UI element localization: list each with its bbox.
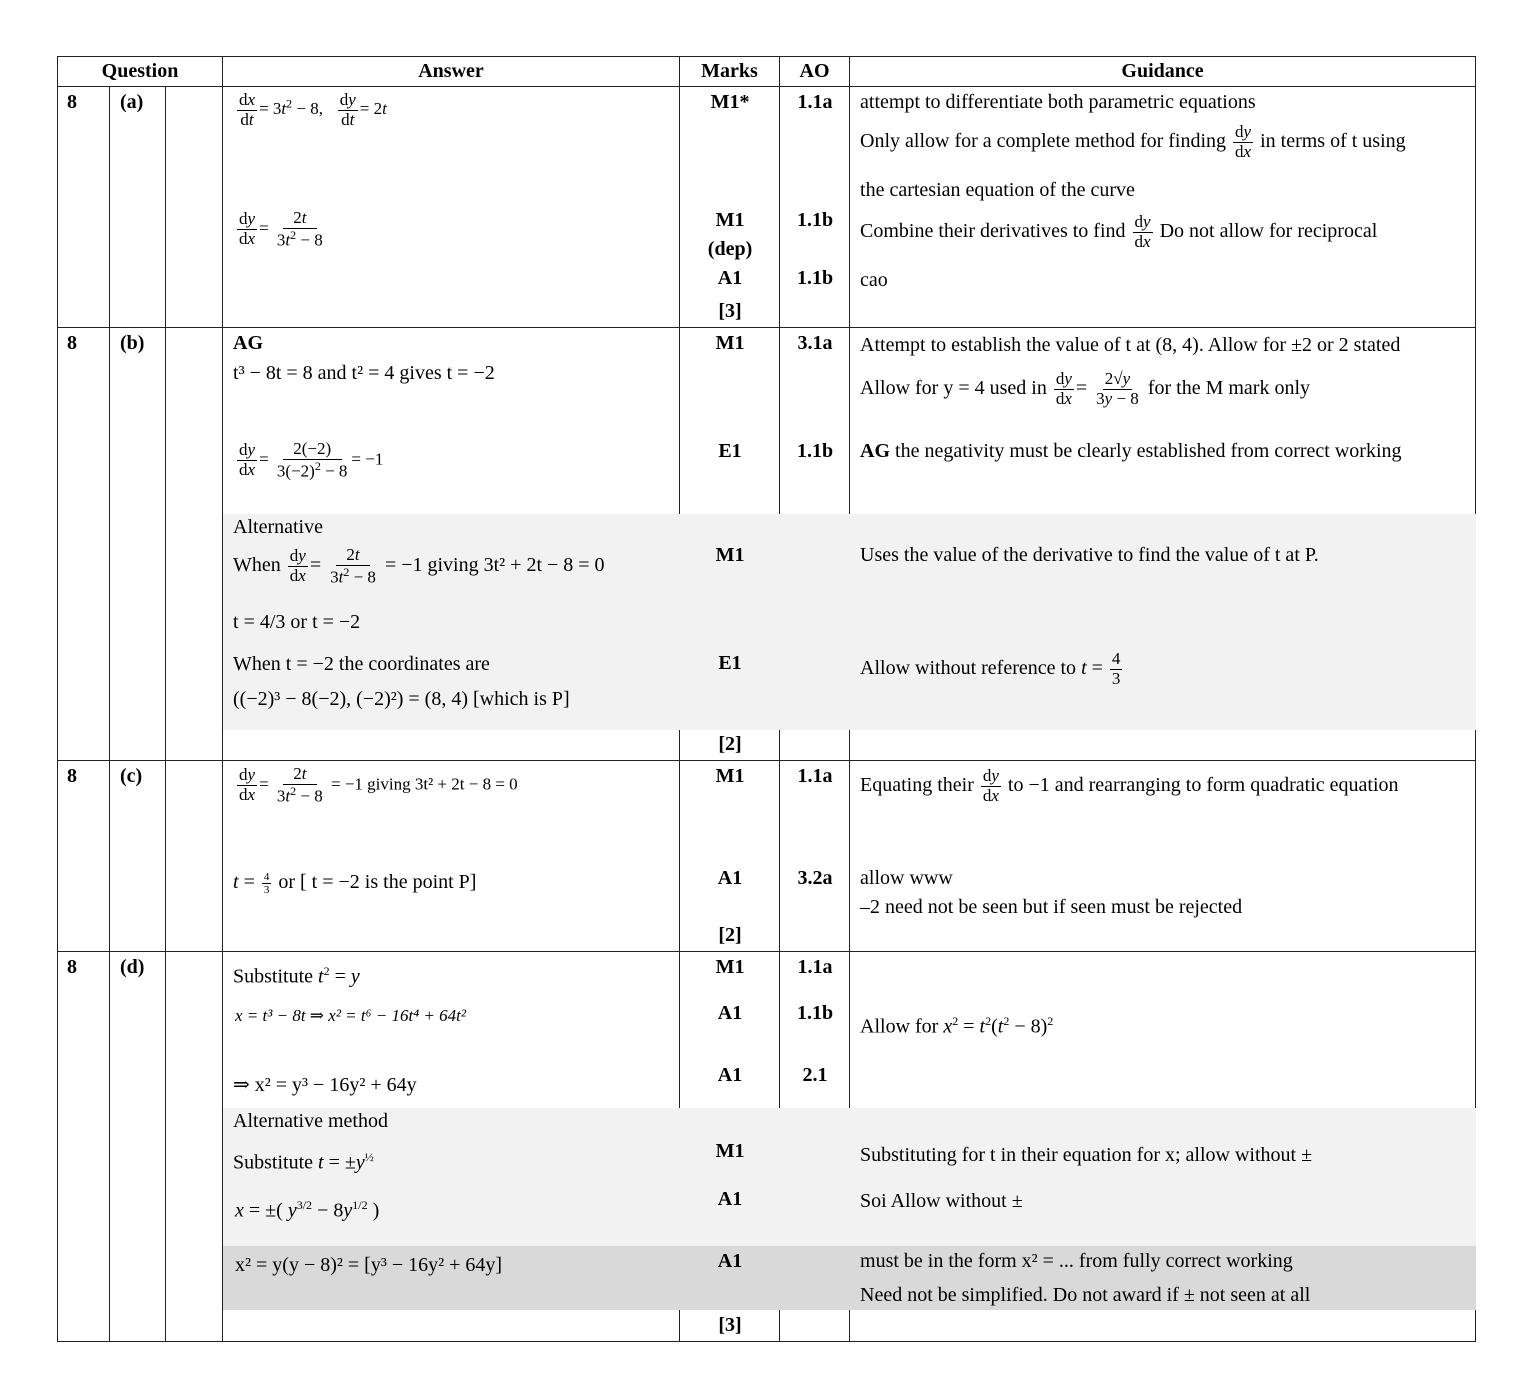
guidance-line: Allow for y = 4 used in $\frac{dy}{dx}$ = $\frac{2√y}{3y - 8}$ for the M mark only bbox=[860, 369, 1310, 408]
guidance-text: the negativity must be clearly established from correct working bbox=[895, 440, 1402, 462]
mark: A1 bbox=[717, 267, 743, 289]
guidance-text: for the M mark only bbox=[1147, 376, 1310, 399]
answer-line: x = ±( $y^{3/2} - 8y^{1/2}$ ) bbox=[235, 1198, 380, 1222]
ag-label: AG bbox=[233, 332, 264, 354]
guidance-line: Only allow for a complete method for finding $\frac{dy}{dx}$ in terms of t using bbox=[860, 122, 1406, 161]
guidance-text: Allow for bbox=[860, 1015, 939, 1038]
answer-8c bbox=[223, 761, 679, 951]
alternative-label: Alternative method bbox=[233, 1110, 388, 1132]
question-part: (d) bbox=[120, 956, 145, 978]
guidance-text: to −1 and rearranging to form quadratic equation bbox=[1007, 773, 1399, 796]
answer-text: = −1 giving 3t² + 2t − 8 = 0 bbox=[330, 774, 518, 794]
answer-alt-line: When $\frac{dy}{dx}$ = $\frac{2t}{3t^2 - 8}$ = −1 giving 3t² + 2t − 8 = 0 bbox=[233, 545, 605, 587]
guidance-8a bbox=[850, 87, 1475, 327]
header-answer: Answer bbox=[223, 57, 680, 87]
header-marks: Marks bbox=[680, 57, 780, 87]
header-ao: AO bbox=[780, 57, 850, 87]
answer-line: Substitute $t = \pm y^{\frac{1}{2}}$ bbox=[233, 1150, 374, 1174]
mark: E1 bbox=[718, 440, 742, 462]
guidance-text: Equating their bbox=[860, 773, 974, 796]
answer-line: When t = −2 the coordinates are bbox=[233, 653, 490, 675]
answer-line: x = t³ − 8t ⇒ x² = t⁶ − 16t⁴ + 64t² bbox=[235, 1006, 466, 1025]
mark: M1 bbox=[715, 332, 745, 354]
row-8c bbox=[58, 761, 1476, 952]
guidance-line: Allow for $x^2 = t^2(t^2 - 8)^2$ bbox=[860, 1014, 1054, 1038]
guidance-text: Do not allow for reciprocal bbox=[1159, 219, 1378, 242]
answer-text: or [ t = −2 is the point P] bbox=[278, 871, 477, 894]
answer-text: Substitute bbox=[233, 965, 314, 988]
guidance-text: Substituting for t in their equation for x; allow without ± bbox=[860, 1144, 1313, 1166]
guidance-text: cao bbox=[860, 269, 888, 291]
guidance-line: Equating their $\frac{dy}{dx}$ to −1 and rearranging to form quadratic equation bbox=[860, 766, 1399, 805]
header-question: Question bbox=[58, 57, 223, 87]
guidance-text: Allow for y = 4 used in bbox=[860, 376, 1047, 399]
ao-code: 3.2a bbox=[797, 867, 833, 889]
answer-line: Substitute $t^2 = y$ bbox=[233, 964, 360, 988]
guidance-text: Uses the value of the derivative to find the value of t at P. bbox=[860, 544, 1319, 566]
row-8b bbox=[58, 328, 1476, 761]
ao-code: 1.1b bbox=[796, 209, 834, 231]
guidance-line: Allow without reference to t = $\frac{4}{3}$ bbox=[860, 649, 1121, 688]
answer-text: = −1 giving 3t² + 2t − 8 = 0 bbox=[384, 554, 605, 577]
mark-total: [2] bbox=[718, 733, 742, 755]
mark: A1 bbox=[717, 1064, 743, 1086]
answer-line: ⇒ x² = y³ − 16y² + 64y bbox=[233, 1074, 417, 1096]
row-8d bbox=[58, 952, 1476, 1342]
guidance-text: Combine their derivatives to find bbox=[860, 219, 1126, 242]
guidance-text: AG bbox=[860, 440, 891, 462]
answer-8d bbox=[223, 952, 679, 1341]
guidance-line: Combine their derivatives to find $\frac{dy}{dx}$ Do not allow for reciprocal bbox=[860, 212, 1378, 251]
header-row bbox=[58, 57, 1476, 87]
question-number: 8 bbox=[67, 91, 77, 113]
mark-total: [2] bbox=[718, 924, 742, 946]
header-guidance: Guidance bbox=[850, 57, 1476, 87]
ao-code: 1.1a bbox=[797, 956, 833, 978]
guidance-text: –2 need not be seen but if seen must be rejected bbox=[860, 896, 1243, 918]
ao-code: 1.1b bbox=[796, 1002, 834, 1024]
question-number: 8 bbox=[67, 765, 77, 787]
mark-total: [3] bbox=[718, 300, 742, 322]
guidance-8c bbox=[850, 761, 1475, 951]
mark: M1* bbox=[710, 91, 750, 113]
answer-derivatives: $\frac{dx}{dt}$ = $3t^2 - 8$, $\frac{dy}{dt}$ = 2t bbox=[239, 90, 387, 129]
guidance-text: must be in the form x² = ... from fully correct working bbox=[860, 1250, 1293, 1272]
ao-code: 1.1a bbox=[797, 91, 833, 113]
mark: A1 bbox=[717, 867, 743, 889]
guidance-text: attempt to differentiate both parametric equations bbox=[860, 91, 1256, 113]
guidance-8b bbox=[850, 328, 1475, 760]
question-part: (a) bbox=[120, 91, 144, 113]
mark-scheme-table bbox=[57, 56, 1476, 1342]
answer-text: Substitute bbox=[233, 1151, 314, 1174]
ao-code: 1.1b bbox=[796, 440, 834, 462]
question-number: 8 bbox=[67, 956, 77, 978]
mark: M1 bbox=[715, 1140, 745, 1162]
question-number: 8 bbox=[67, 332, 77, 354]
row-8a bbox=[58, 87, 1476, 328]
mark: A1 bbox=[717, 1250, 743, 1272]
guidance-line bbox=[860, 440, 1402, 463]
answer-gradient: $\frac{dy}{dx}$ = $\frac{2(-2)}{3(-2)^2 - 8}$ = −1 bbox=[239, 439, 384, 481]
answer-dydx: $\frac{dy}{dx}$ = $\frac{2t}{3t^2 - 8}$ bbox=[239, 208, 323, 250]
answer-line: x² = y(y − 8)² = [y³ − 16y² + 64y] bbox=[235, 1254, 503, 1276]
guidance-text: Only allow for a complete method for finding bbox=[860, 129, 1227, 152]
answer-8a bbox=[223, 87, 679, 327]
answer-line: t = 4/3 or t = −2 bbox=[233, 611, 361, 633]
alternative-label: Alternative bbox=[233, 516, 323, 538]
mark: A1 bbox=[717, 1002, 743, 1024]
mark: A1 bbox=[717, 1188, 743, 1210]
mark: (dep) bbox=[707, 238, 753, 260]
mark: E1 bbox=[718, 652, 742, 674]
answer-8b bbox=[223, 328, 679, 760]
ao-code: 2.1 bbox=[802, 1064, 828, 1086]
mark-total: [3] bbox=[718, 1314, 742, 1336]
guidance-8d bbox=[850, 952, 1475, 1341]
mark: M1 bbox=[715, 765, 745, 787]
ao-code: 3.1a bbox=[797, 332, 833, 354]
guidance-text: allow www bbox=[860, 867, 953, 889]
guidance-text: in terms of t using bbox=[1260, 129, 1406, 152]
mark: M1 bbox=[715, 544, 745, 566]
question-part: (b) bbox=[120, 332, 145, 354]
ao-code: 1.1b bbox=[796, 267, 834, 289]
ao-code: 1.1a bbox=[797, 765, 833, 787]
guidance-text: the cartesian equation of the curve bbox=[860, 179, 1135, 201]
question-part: (c) bbox=[120, 765, 143, 787]
answer-line: t³ − 8t = 8 and t² = 4 gives t = −2 bbox=[233, 362, 495, 384]
guidance-text: Allow without reference to bbox=[860, 656, 1077, 679]
mark: M1 bbox=[715, 956, 745, 978]
mark: M1 bbox=[715, 209, 745, 231]
answer-text: When bbox=[233, 554, 281, 577]
answer-line: t = $\frac{4}{3}$ or [ t = −2 is the point P] bbox=[233, 871, 477, 897]
guidance-text: Soi Allow without ± bbox=[860, 1190, 1023, 1212]
guidance-text: Need not be simplified. Do not award if ± not seen at all bbox=[860, 1284, 1311, 1306]
answer-line: $\frac{dy}{dx}$ = $\frac{2t}{3t^2 - 8}$ = −1 giving 3t² + 2t − 8 = 0 bbox=[239, 764, 518, 806]
guidance-text: Attempt to establish the value of t at (8, 4). Allow for ±2 or 2 stated bbox=[860, 334, 1401, 356]
answer-line: ((−2)³ − 8(−2), (−2)²) = (8, 4) [which is P] bbox=[233, 688, 570, 710]
